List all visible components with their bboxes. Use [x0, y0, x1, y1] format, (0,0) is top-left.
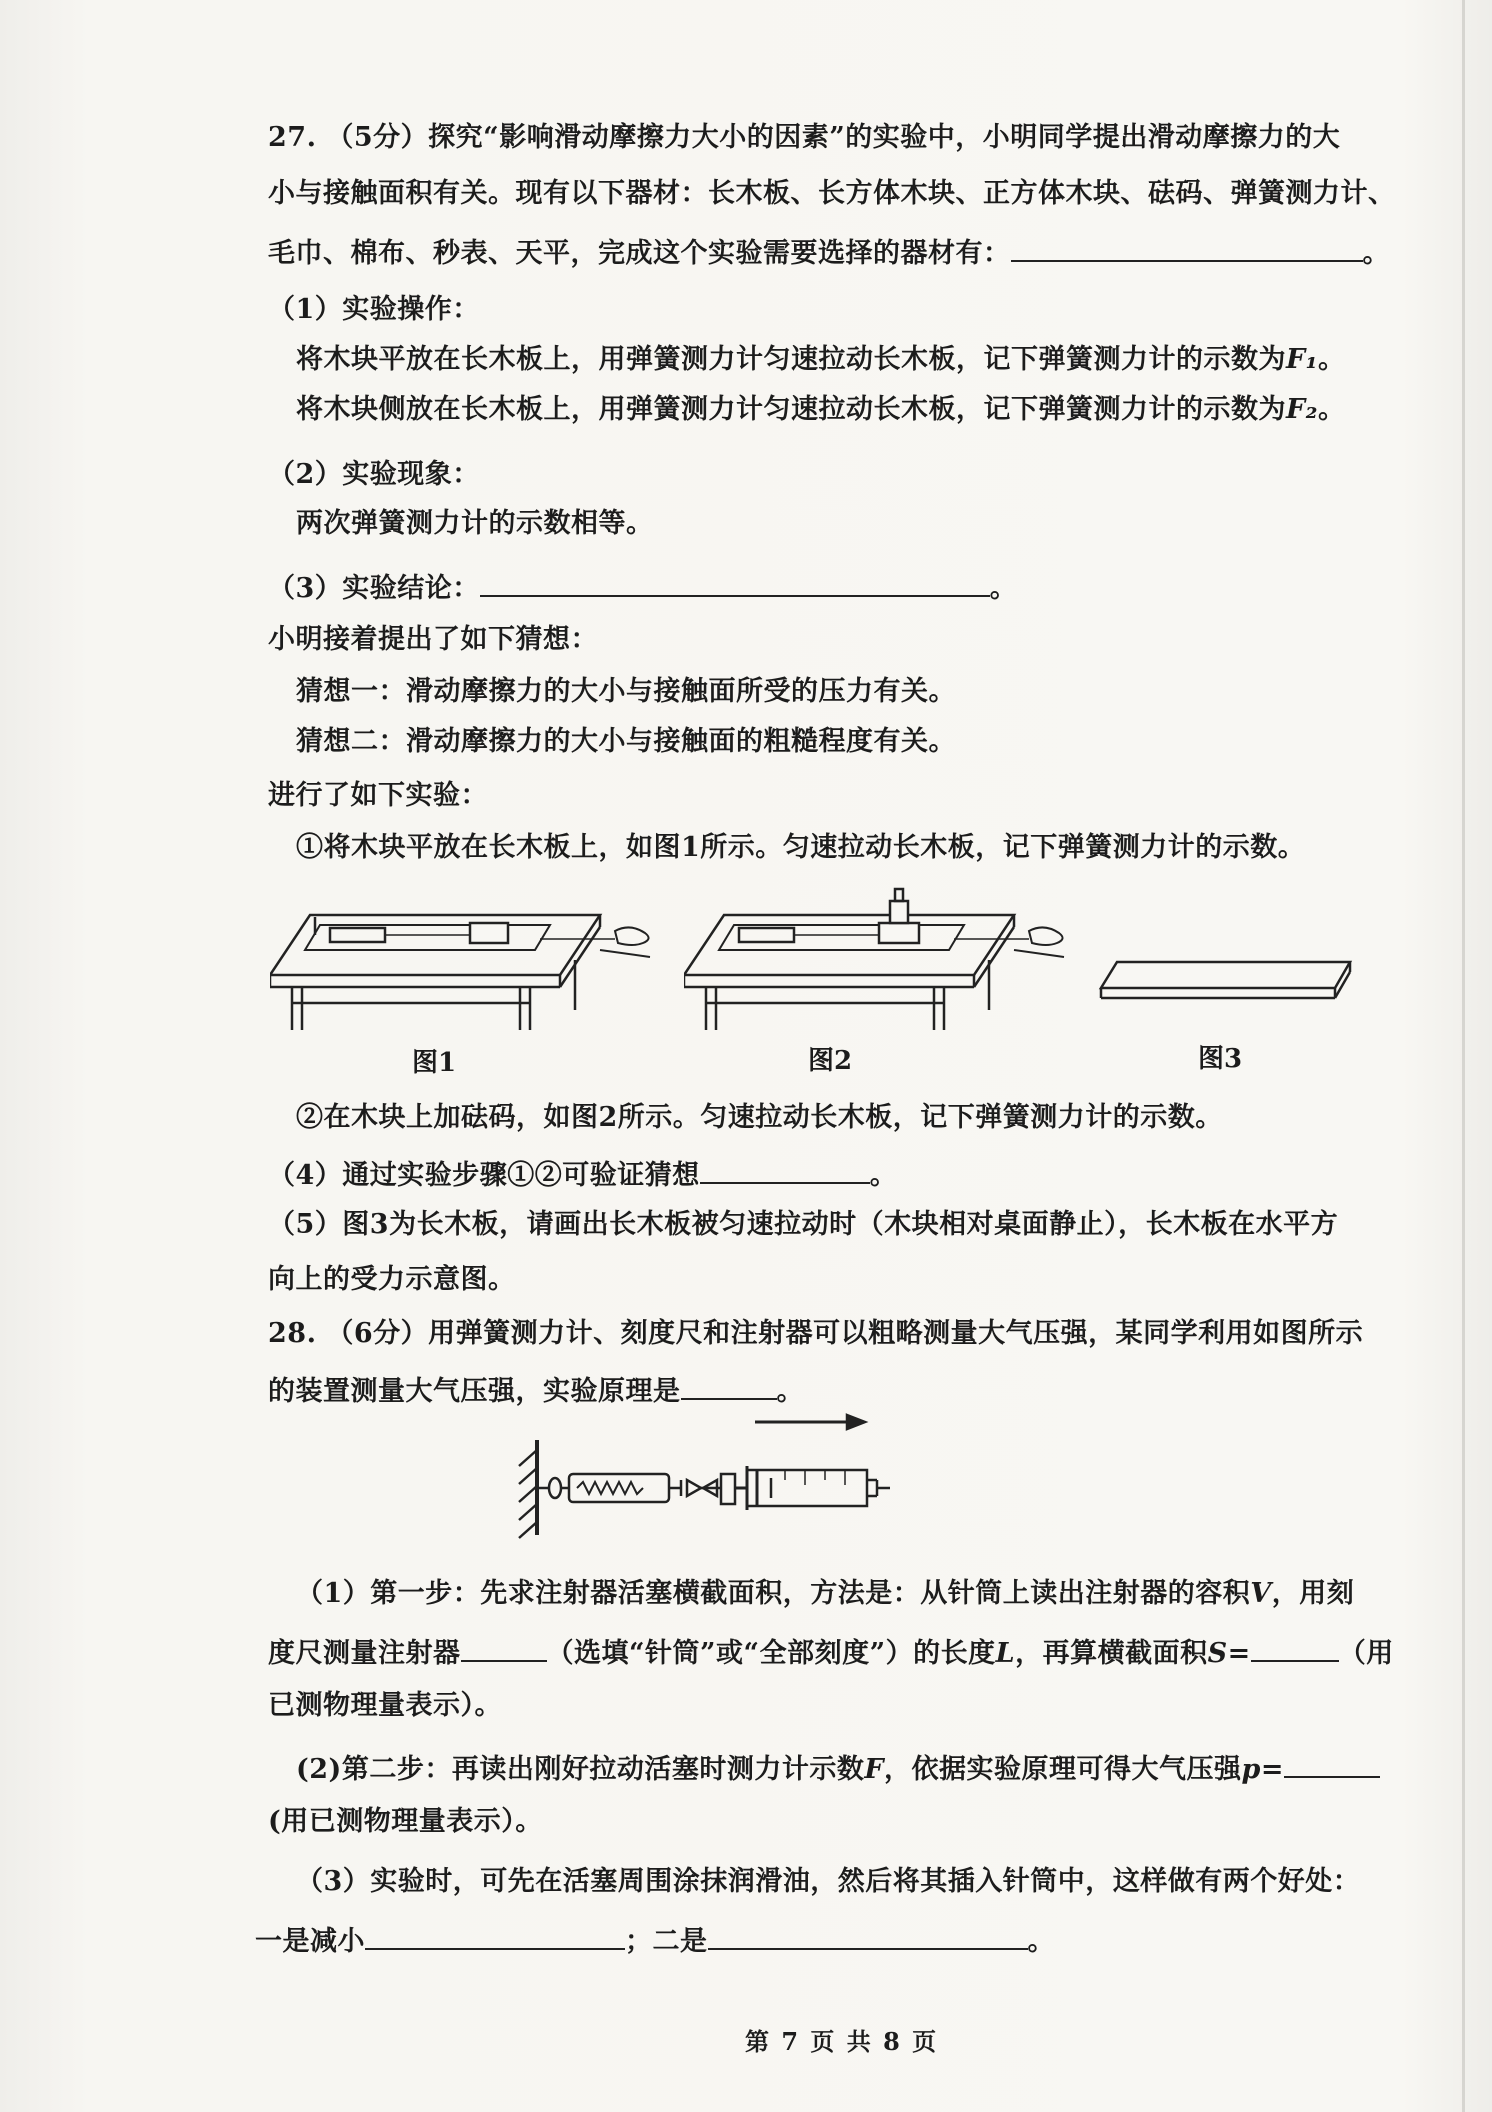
q27-header: 27. （5分）探究“影响滑动摩擦力大小的因素”的实验中，小明同学提出滑动摩擦力的大	[268, 122, 1341, 153]
s1-line1	[296, 1574, 1354, 1614]
figure-2-diagram	[684, 875, 1084, 1030]
figure-3-caption: 图3	[1198, 1044, 1243, 1074]
principle-answer-blank[interactable]	[681, 1368, 777, 1400]
q28-line2	[268, 1368, 804, 1412]
s2-d: (用已测物理量表示）。	[268, 1806, 543, 1837]
s1-a: （1）第一步：先求注射器活塞横截面积，方法是：从针筒上读出注射器的容积	[296, 1578, 1251, 1609]
op2-end: 。	[1318, 394, 1346, 425]
syringe-apparatus-diagram	[515, 1410, 915, 1540]
s3-end: 。	[1027, 1926, 1055, 1957]
q4	[268, 1152, 897, 1196]
long-board	[1101, 962, 1350, 988]
s3-b: ；二是	[625, 1926, 708, 1957]
guess-intro: 小明接着提出了如下猜想：	[268, 624, 598, 655]
pressure-answer-blank[interactable]	[1284, 1746, 1380, 1778]
s3-a: 一是减小	[255, 1926, 365, 1957]
op1-text: 将木块平放在长木板上，用弹簧测力计匀速拉动长木板，记下弹簧测力计的示数为	[296, 344, 1286, 375]
q27-line3-text: 毛巾、棉布、秒表、天平，完成这个实验需要选择的器材有：	[268, 238, 1011, 269]
concl-end: 。	[989, 573, 1018, 604]
spring-scale	[330, 928, 385, 942]
concl	[268, 565, 1017, 609]
figure-1-caption: 图1	[412, 1048, 457, 1078]
figure-2-caption: 图2	[808, 1046, 853, 1076]
s2-a: (2)第二步：再读出刚好拉动活塞时测力计示数	[296, 1754, 865, 1785]
q4-text: （4）通过实验步骤①②可验证猜想	[268, 1160, 700, 1191]
hand	[1029, 927, 1063, 945]
phen-text: 两次弹簧测力计的示数相等。	[296, 508, 654, 539]
op1	[296, 340, 1346, 380]
q5-line1: （5）图3为长木板，请画出长木板被匀速拉动时（木块相对桌面静止），长木板在水平方	[268, 1209, 1339, 1240]
conclusion-answer-blank[interactable]	[480, 565, 990, 597]
guess-answer-blank[interactable]	[700, 1152, 870, 1184]
q28-line2-text: 的装置测量大气压强，实验原理是	[268, 1376, 681, 1407]
plunger-handle	[721, 1474, 735, 1504]
q27-line2: 小与接触面积有关。现有以下器材：长木板、长方体木块、正方体木块、砝码、弹簧测力计、	[268, 178, 1396, 209]
q28-header: 28. （6分）用弹簧测力计、刻度尺和注射器可以粗略测量大气压强，某同学利用如图所示	[268, 1318, 1364, 1349]
s1-var-l: L	[995, 1638, 1016, 1669]
wood-block	[879, 923, 919, 943]
s2-b: ，依据实验原理可得大气压强	[884, 1754, 1242, 1785]
op2-text: 将木块侧放在长木板上，用弹簧测力计匀速拉动长木板，记下弹簧测力计的示数为	[296, 394, 1286, 425]
step1: ①将木块平放在长木板上，如图1所示。匀速拉动长木板，记下弹簧测力计的示数。	[296, 832, 1306, 863]
s2-var-p: p	[1241, 1754, 1261, 1785]
spring-scale	[569, 1474, 669, 1502]
area-answer-blank[interactable]	[1251, 1630, 1339, 1662]
weight	[890, 901, 908, 923]
op-label: （1）实验操作：	[268, 294, 480, 325]
s2-var-f: F	[864, 1754, 885, 1785]
s1-b: ，用刻	[1271, 1578, 1355, 1609]
s2-c: =	[1260, 1754, 1285, 1785]
figure-3-diagram	[1095, 950, 1355, 1010]
s1-var-v: V	[1250, 1578, 1272, 1609]
op1-var: F₁	[1286, 344, 1318, 375]
page-footer: 第 7 页 共 8 页	[745, 2027, 939, 2056]
step2: ②在木块上加砝码，如图2所示。匀速拉动长木板，记下弹簧测力计的示数。	[296, 1102, 1223, 1133]
wood-block	[470, 923, 508, 943]
s1-var-s: S	[1207, 1638, 1228, 1669]
phen-label: （2）实验现象：	[268, 459, 480, 490]
s1-g: （用	[1338, 1638, 1394, 1669]
op2-var: F₂	[1286, 394, 1318, 425]
s1-c: 度尺测量注射器	[268, 1638, 461, 1669]
guess1: 猜想一：滑动摩擦力的大小与接触面所受的压力有关。	[296, 676, 956, 707]
s1-h: 已测物理量表示）。	[268, 1690, 502, 1721]
s3-line1: （3）实验时，可先在活塞周围涂抹润滑油，然后将其插入针筒中，这样做有两个好处：	[296, 1866, 1361, 1897]
hand	[615, 927, 649, 945]
figure-1-diagram	[270, 895, 670, 1030]
q27-line3-end: 。	[1362, 238, 1390, 269]
equipment-answer-blank[interactable]	[1011, 230, 1363, 262]
s1-f: =	[1227, 1638, 1251, 1669]
concl-label: （3）实验结论：	[268, 573, 480, 604]
q27-line3	[268, 230, 1390, 274]
q5-line2: 向上的受力示意图。	[268, 1264, 516, 1295]
s2-line1	[296, 1746, 1380, 1790]
op1-end: 。	[1318, 344, 1346, 375]
benefit1-answer-blank[interactable]	[365, 1918, 625, 1950]
page-edge	[1462, 0, 1465, 2112]
s1-e: ，再算横截面积	[1015, 1638, 1208, 1669]
benefit2-answer-blank[interactable]	[708, 1918, 1028, 1950]
s1-line2	[268, 1630, 1394, 1674]
q4-end: 。	[869, 1160, 898, 1191]
q28-line2-end: 。	[776, 1376, 804, 1407]
spring-scale	[739, 928, 794, 942]
length-choice-blank[interactable]	[461, 1630, 547, 1662]
exp-intro: 进行了如下实验：	[268, 780, 488, 811]
syringe-barrel	[747, 1470, 867, 1506]
s3-line2	[255, 1918, 1055, 1962]
op2	[296, 390, 1346, 430]
s1-d: （选填“针筒”或“全部刻度”）的长度	[546, 1638, 996, 1669]
hook-ring	[549, 1478, 561, 1498]
guess2: 猜想二：滑动摩擦力的大小与接触面的粗糙程度有关。	[296, 726, 956, 757]
